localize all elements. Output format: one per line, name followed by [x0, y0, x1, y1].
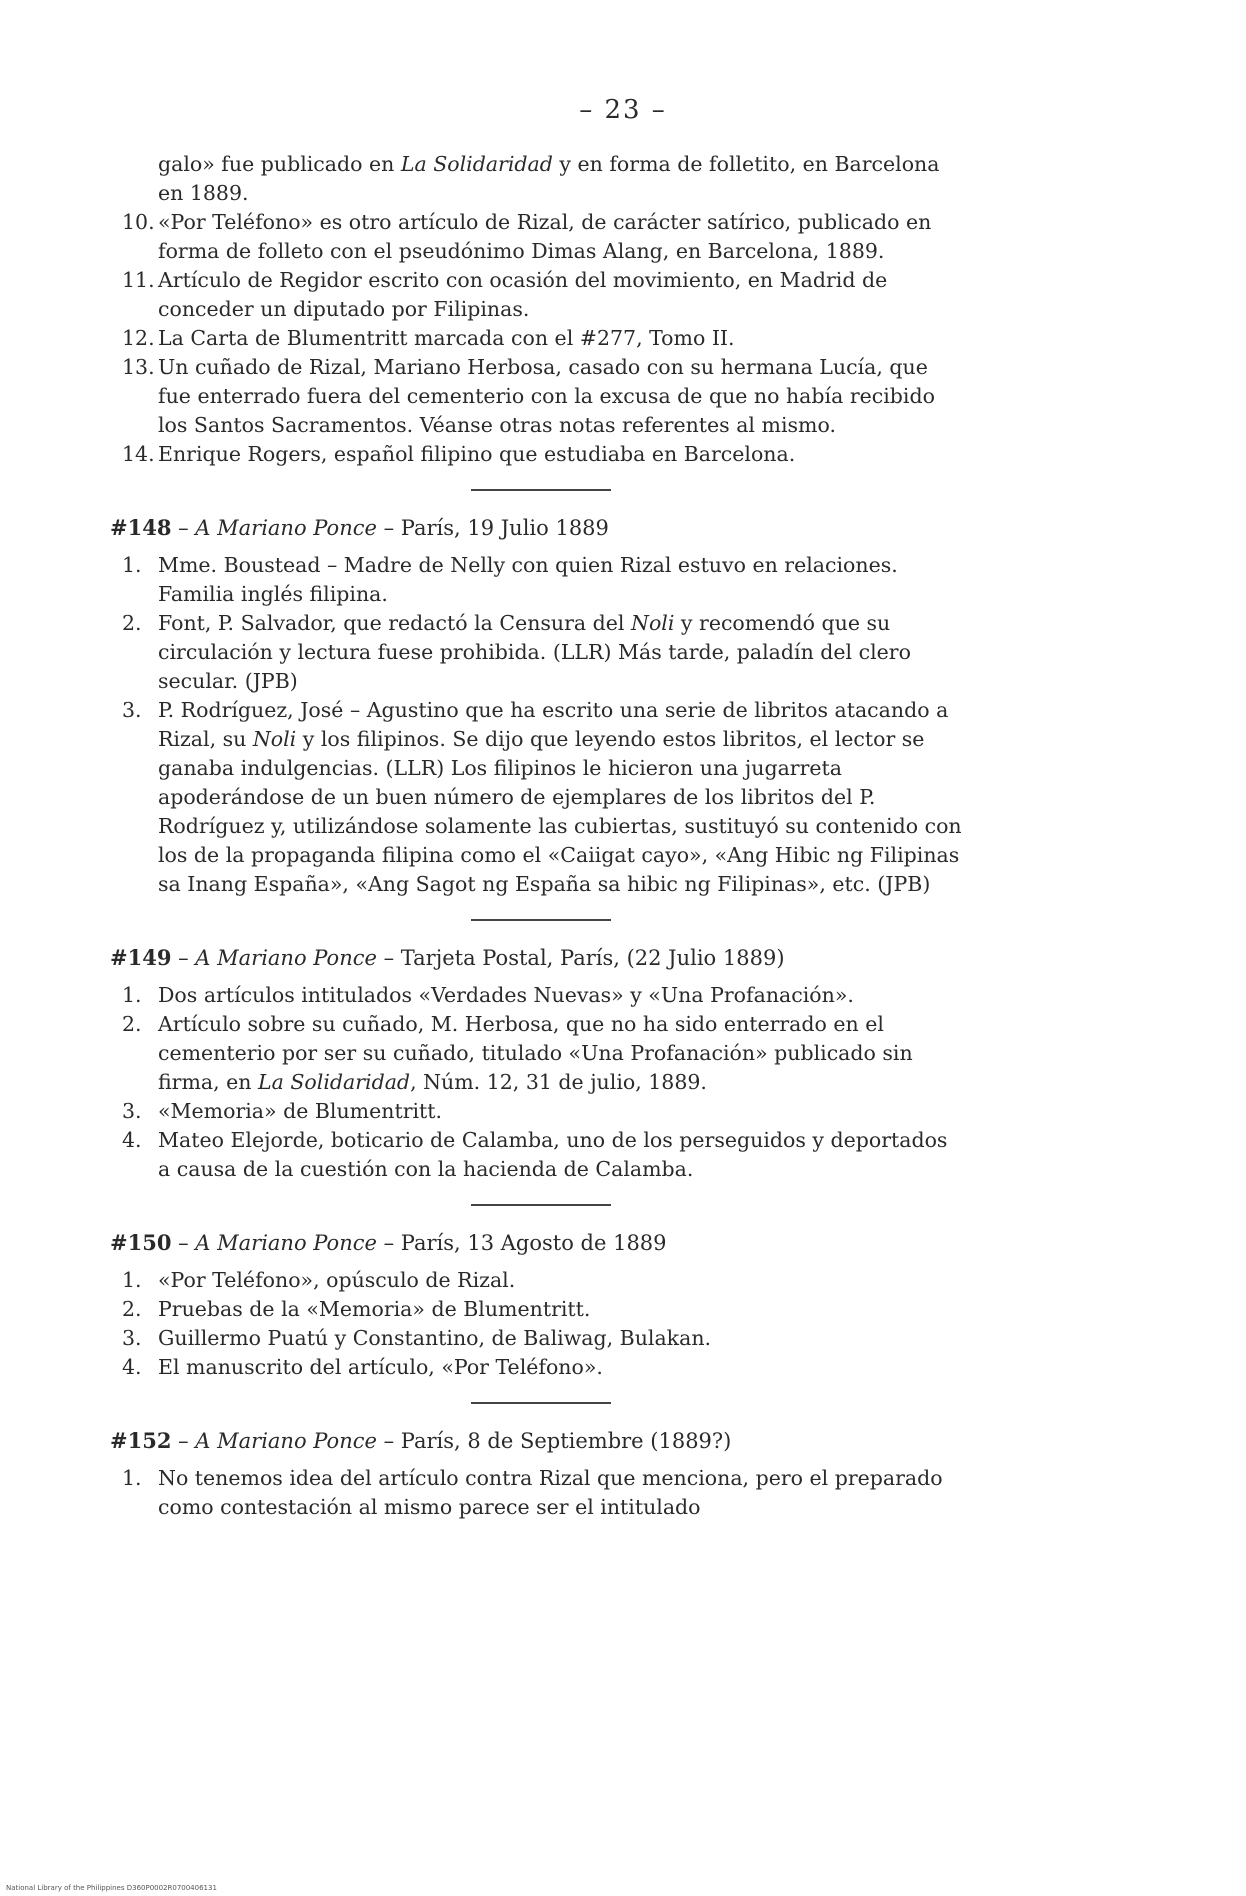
note-152-1: 1. No tenemos idea del artículo contra Rizal que menciona, pero el preparado como contestación al mismo parece ser el intitulado	[122, 1466, 943, 1519]
note-149-3: 3. «Memoria» de Blumentritt.	[122, 1099, 443, 1123]
note-14: 14. Enrique Rogers, español filipino que estudiaba en Barcelona.	[122, 442, 796, 466]
section-heading-150: #150 – A Mariano Ponce – París, 13 Agosto de 1889	[110, 1230, 667, 1255]
section-divider	[471, 919, 611, 921]
notes-list-a	[118, 208, 963, 469]
section-heading-149: #149 – A Mariano Ponce – Tarjeta Postal, París, (22 Julio 1889)	[110, 945, 785, 970]
section-divider	[471, 1402, 611, 1404]
note-149-4: 4. Mateo Elejorde, boticario de Calamba, uno de los perseguidos y deportados a causa de la cuestión con la hacienda de Calamba.	[122, 1128, 948, 1181]
continuation-paragraph: galo» fue publicado en La Solidaridad y en forma de folletito, en Barcelona en 1889.	[158, 152, 940, 205]
archive-footer: National Library of the Philippines D360P0002R0700406131	[6, 1884, 217, 1892]
note-12: 12. La Carta de Blumentritt marcada con el #277, Tomo II.	[122, 326, 735, 350]
document-body	[110, 150, 963, 1522]
note-150-4: 4. El manuscrito del artículo, «Por Teléfono».	[122, 1355, 603, 1379]
note-148-2: 2. Font, P. Salvador, que redactó la Censura del Noli y recomendó que su circulación y lectura fuese prohibida. (LLR) Más tarde, paladín del clero secular. (JPB)	[122, 611, 911, 693]
note-149-2: 2. Artículo sobre su cuñado, M. Herbosa, que no ha sido enterrado en el cementerio por ser su cuñado, titulado «Una Profanación» publicado sin firma, en La Solidaridad, Núm. 12, 31 de julio, 1889.	[122, 1012, 913, 1094]
section-heading-152: #152 – A Mariano Ponce – París, 8 de Septiembre (1889?)	[110, 1428, 732, 1453]
note-13: 13. Un cuñado de Rizal, Mariano Herbosa, casado con su hermana Lucía, que fue enterrado fuera del cementerio con la excusa de que no había recibido los Santos Sacramentos. Véanse otras notas referentes al mismo.	[122, 355, 935, 437]
note-11: 11. Artículo de Regidor escrito con ocasión del movimiento, en Madrid de conceder un diputado por Filipinas.	[122, 268, 888, 321]
note-148-3: 3. P. Rodríguez, José – Agustino que ha escrito una serie de libritos atacando a Rizal, su Noli y los filipinos. Se dijo que leyendo estos libritos, el lector se ganaba indulgencias. (LLR) Los filipinos le hicieron una jugarreta apoderándose de un buen número de ejemplares de los libritos del P. Rodríguez y, utilizándose solamente las cubiertas, sustituyó su contenido con los de la propaganda filipina como el «Caiigat cayo», «Ang Hibic ng Filipinas sa Inang España», «Ang Sagot ng España sa hibic ng Filipinas», etc. (JPB)	[122, 698, 962, 896]
note-10: 10. «Por Teléfono» es otro artículo de Rizal, de carácter satírico, publicado en forma de folleto con el pseudónimo Dimas Alang, en Barcelona, 1889.	[122, 210, 932, 263]
note-148-1: 1. Mme. Boustead – Madre de Nelly con quien Rizal estuvo en relaciones. Familia inglés filipina.	[122, 553, 898, 606]
section-divider	[471, 1204, 611, 1206]
section-heading-148: #148 – A Mariano Ponce – París, 19 Julio 1889	[110, 515, 609, 540]
note-149-1: 1. Dos artículos intitulados «Verdades Nuevas» y «Una Profanación».	[122, 983, 854, 1007]
section-divider	[471, 489, 611, 491]
note-150-2: 2. Pruebas de la «Memoria» de Blumentritt.	[122, 1297, 591, 1321]
note-150-3: 3. Guillermo Puatú y Constantino, de Baliwag, Bulakan.	[122, 1326, 712, 1350]
note-150-1: 1. «Por Teléfono», opúsculo de Rizal.	[122, 1268, 516, 1292]
page-number: – 23 –	[579, 95, 667, 125]
